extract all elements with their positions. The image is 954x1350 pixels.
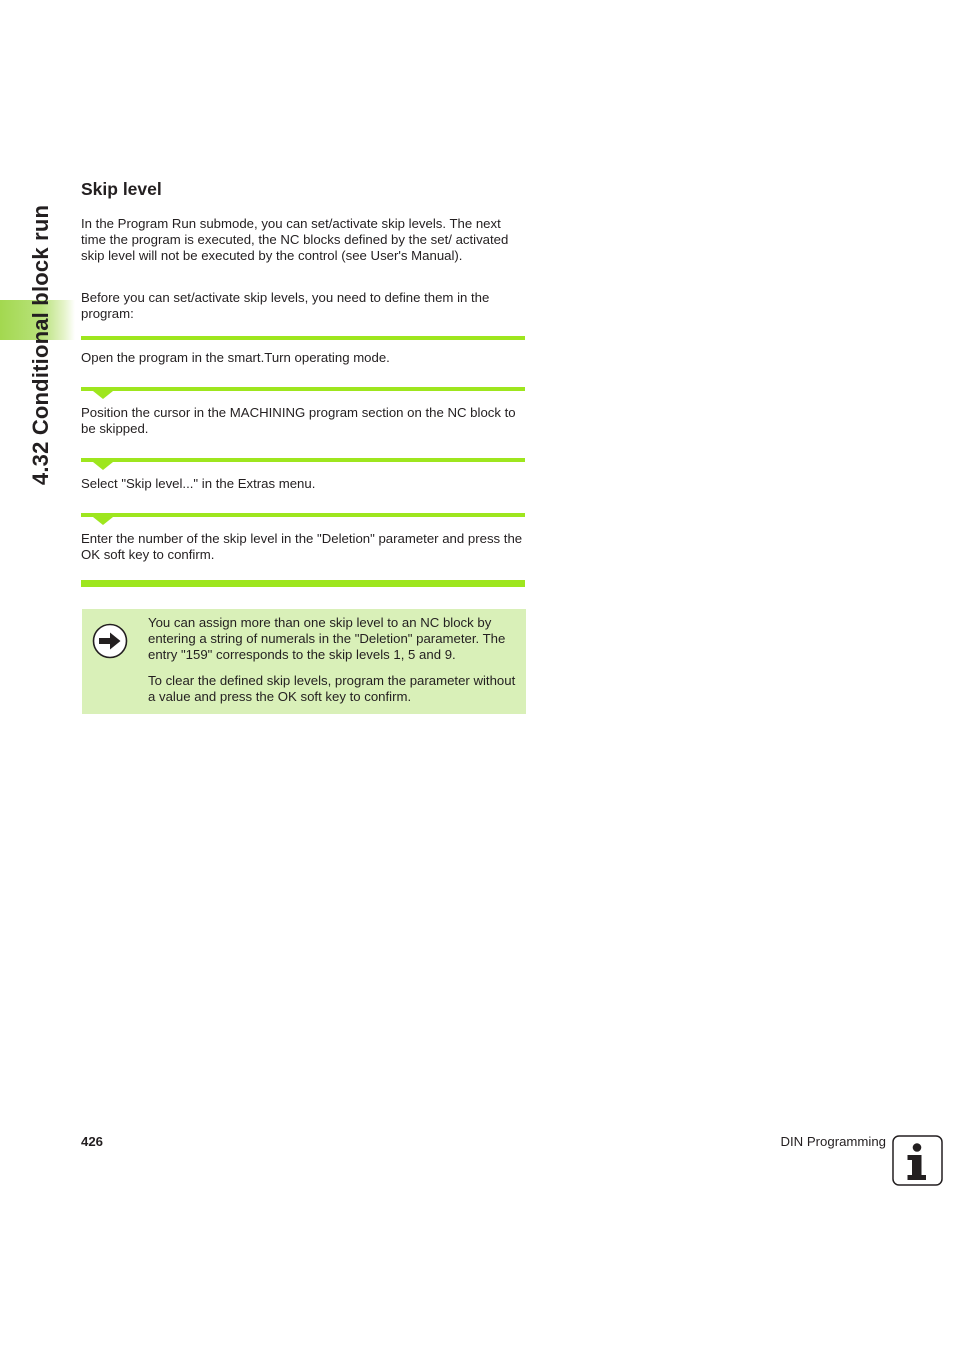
note-text: To clear the defined skip levels, program the parameter without a value and press the OK soft key to confirm. bbox=[148, 673, 516, 704]
page-number: 426 bbox=[81, 1134, 104, 1149]
arrow-right-icon bbox=[92, 623, 128, 659]
section-heading: Skip level bbox=[81, 179, 162, 199]
step-divider bbox=[81, 458, 525, 462]
step-divider bbox=[81, 336, 525, 340]
note-text: You can assign more than one skip level to an NC block by entering a string of numerals in the "Deletion" parameter. The entry "159" corresponds to the skip levels 1, 5 and 9. bbox=[148, 615, 506, 662]
step-text: Position the cursor in the MACHINING program section on the NC block to be skipped. bbox=[81, 405, 516, 436]
step-arrow-icon bbox=[93, 391, 113, 399]
chapter-side-title: 4.32 Conditional block run bbox=[28, 204, 53, 486]
intro-paragraph: In the Program Run submode, you can set/activate skip levels. The next time the program is executed, the NC blocks defined by the set/ activated skip level will not be executed by the control (see User's Manual). bbox=[81, 216, 509, 263]
step-divider bbox=[81, 387, 525, 391]
note-box bbox=[82, 609, 526, 714]
info-icon bbox=[892, 1135, 943, 1186]
step-text: Enter the number of the skip level in the "Deletion" parameter and press the OK soft key to confirm. bbox=[81, 531, 523, 562]
step-text: Select "Skip level..." in the Extras menu. bbox=[81, 476, 316, 491]
step-text: Open the program in the smart.Turn operating mode. bbox=[81, 350, 390, 365]
footer-title: DIN Programming bbox=[780, 1134, 886, 1149]
step-arrow-icon bbox=[93, 517, 113, 525]
intro-paragraph: Before you can set/activate skip levels, you need to define them in the program: bbox=[81, 290, 490, 321]
step-divider bbox=[81, 513, 525, 517]
steps-end-divider bbox=[81, 580, 525, 587]
step-arrow-icon bbox=[93, 462, 113, 470]
